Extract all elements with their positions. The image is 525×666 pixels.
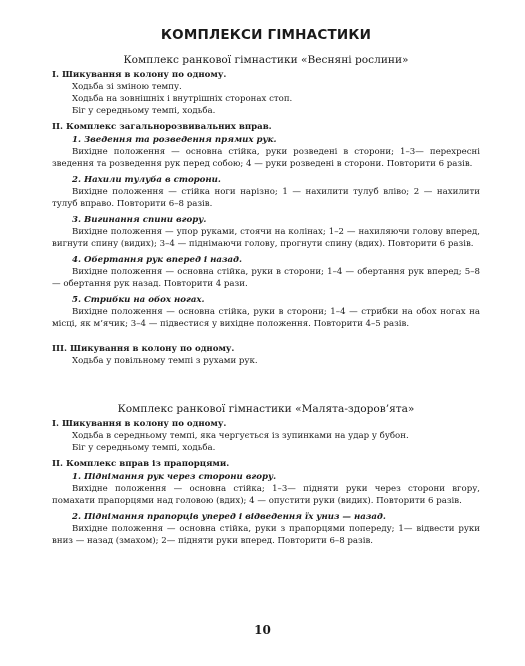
- exercise-title: 2. Нахили тулуба в сторони.: [72, 175, 221, 185]
- complex2-section1-heading: І. Шикування в колону по одному.: [52, 419, 227, 429]
- complex1-section3-line: Ходьба у повільному темпі з рухами рук.: [72, 356, 258, 366]
- exercise-text: Вихідне положення — основна стійка, руки в сторони; 1–4 — обертання рук вперед; 5–8 — обертання рук назад. Повторити 4 рази.: [52, 267, 480, 289]
- complex2-section1-line: Ходьба в середньому темпі, яка чергується із зупинками на удар у бубон.: [72, 431, 409, 441]
- complex1-section1-line: Ходьба зі зміною темпу.: [72, 82, 182, 92]
- complex2-section1-line: Біг у середньому темпі, ходьба.: [72, 443, 216, 453]
- exercise-text: Вихідне положення — основна стійка; 1–3— підняти руки через сторони вгору, помахати прапорцями над головою (вдих); 4 — опустити руки (видих). Повторити 6 разів.: [52, 484, 480, 506]
- page-number: 10: [254, 623, 271, 637]
- complex2-section2-heading: ІІ. Комплекс вправ із прапорцями.: [52, 459, 230, 469]
- exercise-title: 1. Піднімання рук через сторони вгору.: [72, 472, 277, 482]
- exercise-title: 5. Стрибки на обох ногах.: [72, 295, 205, 305]
- complex1-title: Комплекс ранкової гімнастики «Весняні рослини»: [123, 54, 409, 66]
- complex1-section3-heading: ІІІ. Шикування в колону по одному.: [52, 344, 235, 354]
- exercise-text: Вихідне положення — основна стійка, руки в сторони; 1–4 — стрибки на обох ногах на місці, як м’ячик; 3–4 — підвестися у вихідне положення. Повторити 4–5 разів.: [52, 307, 480, 329]
- exercise-title: 1. Зведення та розведення прямих рук.: [72, 135, 277, 145]
- complex1-section2-heading: ІІ. Комплекс загальнорозвивальних вправ.: [52, 122, 272, 132]
- complex1-section1-heading: І. Шикування в колону по одному.: [52, 70, 227, 80]
- complex1-section1-line: Ходьба на зовнішніх і внутрішніх сторонах стоп.: [72, 94, 293, 104]
- page: [52, 0, 480, 547]
- exercise-text: Вихідне положення — упор руками, стоячи на колінах; 1–2 — нахиляючи голову вперед, вигнути спину (видих); 3–4 — піднімаючи голову, прогнути спину (вдих). Повторити 6 разів.: [52, 227, 480, 249]
- exercise-text: Вихідне положення — основна стійка, руки розведені в сторони; 1–3— перехресні зведення та розведення рук перед собою; 4 — руки розведені в сторони. Повторити 6 разів.: [52, 147, 480, 169]
- exercise-text: Вихідне положення — основна стійка, руки з прапорцями попереду; 1— відвести руки вниз — назад (змахом); 2— підняти руки вперед. Повторити 6–8 разів.: [52, 524, 480, 546]
- page-title: КОМПЛЕКСИ ГІМНАСТИКИ: [160, 27, 372, 43]
- exercise-title: 2. Піднімання прапорців уперед і відведення їх униз — назад.: [72, 512, 386, 522]
- exercise-text: Вихідне положення — стійка ноги нарізно; 1 — нахилити тулуб вліво; 2 — нахилити тулуб вправо. Повторити 6–8 разів.: [52, 187, 480, 209]
- complex2-title: Комплекс ранкової гімнастики «Малята-здоров’ята»: [117, 403, 415, 415]
- exercise-title: 4. Обертання рук вперед і назад.: [72, 255, 243, 265]
- exercise-title: 3. Вигинання спини вгору.: [72, 215, 207, 225]
- complex1-section1-line: Біг у середньому темпі, ходьба.: [72, 106, 216, 116]
